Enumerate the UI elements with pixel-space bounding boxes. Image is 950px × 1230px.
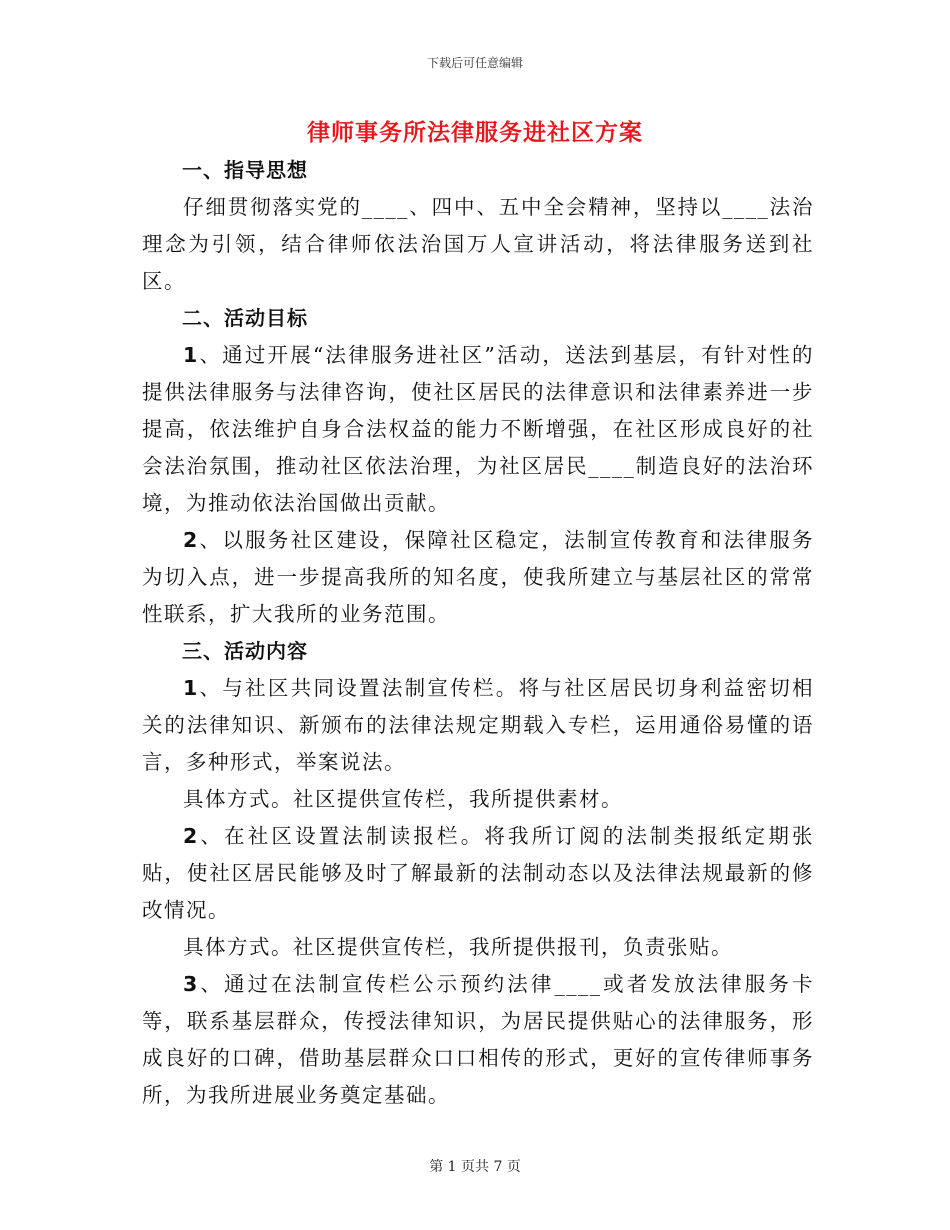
item-number: 1 bbox=[183, 343, 199, 367]
paragraph-text: 、与社区共同设置法制宣传栏。将与社区居民切身利益密切相关的法律知识、新颁布的法律法规定期载入专栏，运用通俗易懂的语言，多种形式，举案说法。 bbox=[142, 676, 814, 774]
paragraph: 具体方式。社区提供宣传栏，我所提供报刊，负责张贴。 bbox=[183, 935, 733, 959]
item-number: 3 bbox=[183, 972, 199, 996]
section-heading-guiding-thought: 一、指导思想 bbox=[182, 158, 308, 182]
item-number: 2 bbox=[183, 824, 199, 848]
paragraph-text: 、以服务社区建设，保障社区稳定，法制宣传教育和法律服务为切入点，进一步提高我所的知名度，使我所建立与基层社区的常常性联系，扩大我所的业务范围。 bbox=[142, 528, 814, 626]
paragraph-text: 、通过在法制宣传栏公示预约法律____或者发放法律服务卡等，联系基层群众，传授法律知识，为居民提供贴心的法律服务，形成良好的口碑，借助基层群众口口相传的形式，更好的宣传律师事务所，为我所进展业务奠定基础。 bbox=[142, 972, 814, 1107]
section-heading-activity-goals: 二、活动目标 bbox=[182, 306, 308, 330]
section-heading-activity-content: 三、活动内容 bbox=[182, 639, 308, 663]
paragraph-text: 、通过开展“法律服务进社区”活动，送法到基层，有针对性的提供法律服务与法律咨询，使社区居民的法律意识和法律素养进一步提高，依法维护自身合法权益的能力不断增强，在社区形成良好的社会法治氛围，推动社区依法治理，为社区居民____制造良好的法治环境，为推动依法治国做出贡献。 bbox=[142, 343, 814, 515]
header-note: 下载后可任意编辑 bbox=[426, 56, 523, 70]
document-title: 律师事务所法律服务进社区方案 bbox=[307, 120, 643, 146]
paragraph-text: 、在社区设置法制读报栏。将我所订阅的法制类报纸定期张贴，使社区居民能够及时了解最新的法制动态以及法律法规最新的修改情况。 bbox=[142, 824, 814, 922]
paragraph bbox=[142, 818, 814, 929]
page-footer: 第 1 页共 7 页 bbox=[429, 1159, 521, 1175]
paragraph bbox=[142, 522, 814, 633]
paragraph bbox=[142, 670, 814, 781]
document-body bbox=[142, 152, 814, 1114]
paragraph bbox=[142, 966, 814, 1114]
paragraph: 具体方式。社区提供宣传栏，我所提供素材。 bbox=[183, 787, 623, 811]
paragraph: 仔细贯彻落实党的____、四中、五中全会精神，坚持以____法治理念为引领，结合律师依法治国万人宣讲活动，将法律服务送到社区。 bbox=[142, 195, 814, 293]
item-number: 2 bbox=[183, 528, 199, 552]
paragraph bbox=[142, 337, 814, 522]
item-number: 1 bbox=[183, 676, 199, 700]
